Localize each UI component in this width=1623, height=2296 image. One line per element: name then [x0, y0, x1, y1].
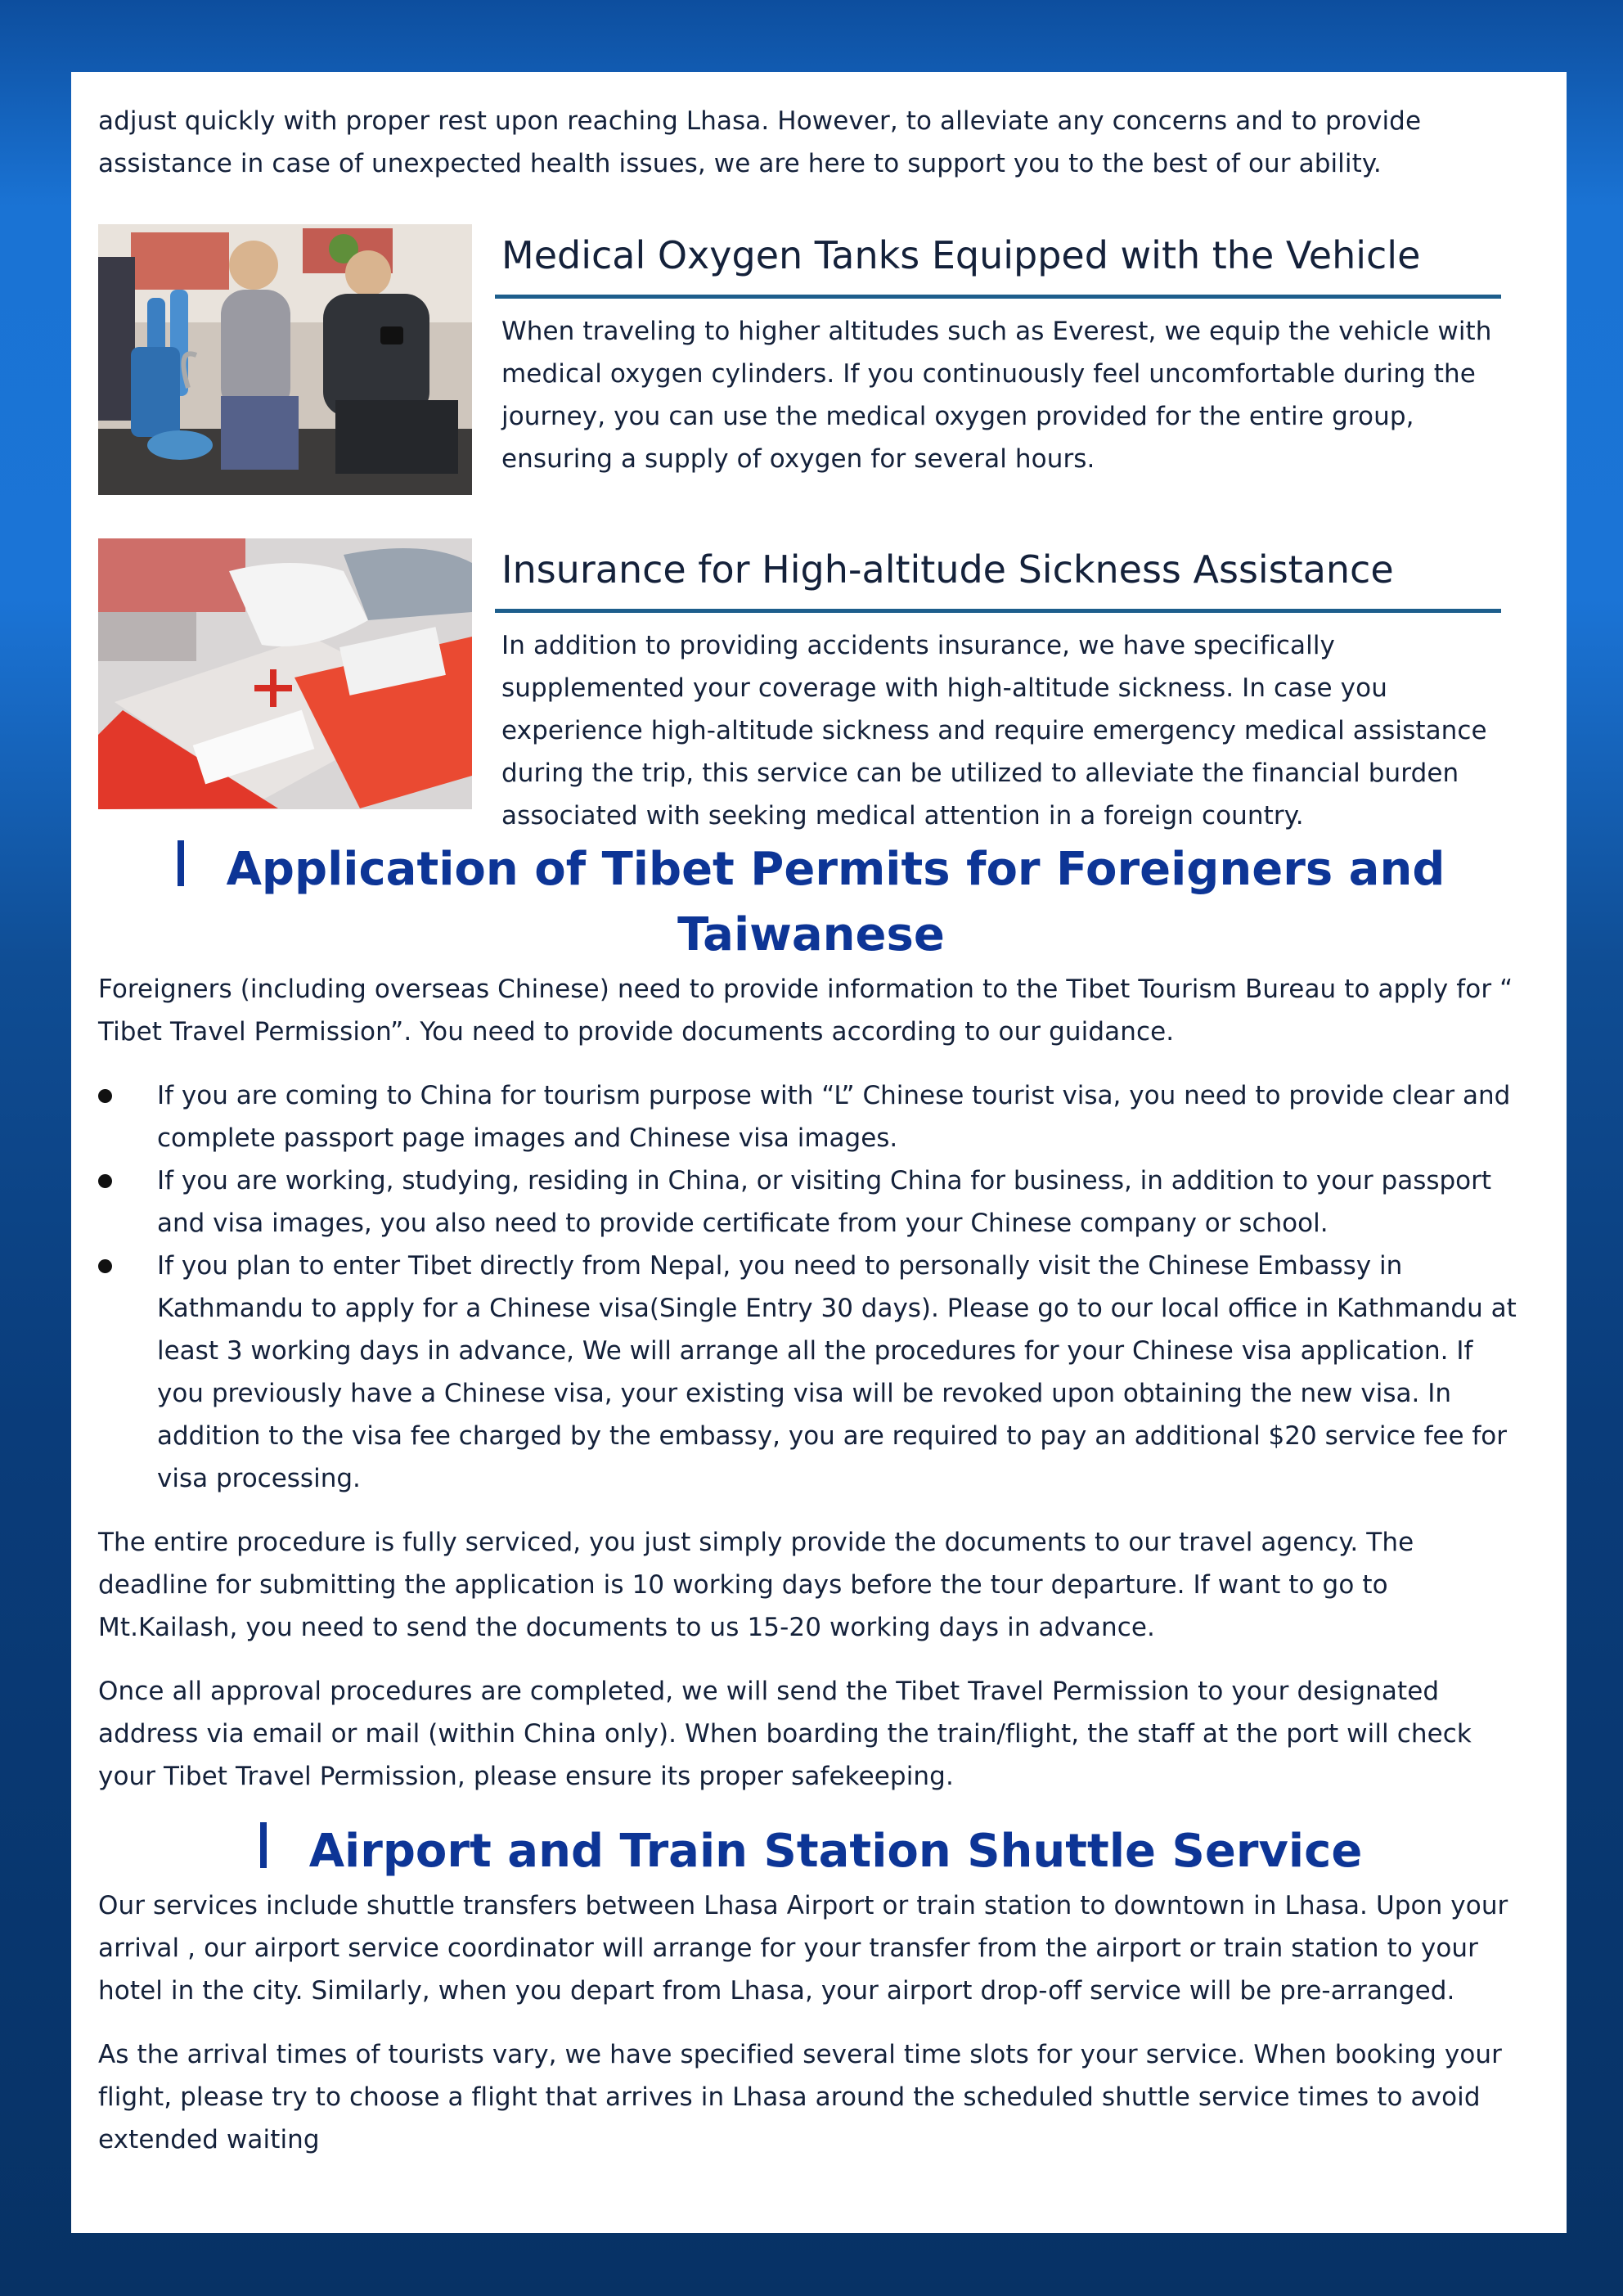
permits-requirements-list — [98, 1074, 1524, 1500]
bullet-icon — [98, 1174, 112, 1188]
feature-insurance-text: In addition to providing accidents insurance, we have specifically supplemented your coverage with high-altitude sickness. In case you experience high-altitude sickness and require emergency medical assistance during the trip, this service can be utilized to alleviate the financial burden associated with seeking medical attention in a foreign country. — [501, 631, 1487, 831]
bullet-icon — [98, 1259, 112, 1273]
section-shuttle-title: Airport and Train Station Shuttle Service — [308, 1825, 1363, 1878]
bullet-icon — [98, 1089, 112, 1103]
document-page — [71, 72, 1567, 2233]
heading-accent-bar — [260, 1822, 267, 1868]
feature-insurance — [98, 538, 1524, 837]
section-tibet-permits-title: Application of Tibet Permits for Foreigners and Taiwanese — [226, 843, 1445, 961]
permits-lead-paragraph: Foreigners (including overseas Chinese) need to provide information to the Tibet Tourism Bureau to apply for “ Tibet Travel Permission”. You need to provide documents according to our guidance. — [98, 975, 1513, 1047]
feature-oxygen-divider — [495, 295, 1501, 299]
list-item: If you plan to enter Tibet directly from Nepal, you need to personally visit the Chinese Embassy in Kathmandu to apply for a Chinese visa(Single Entry 30 days). Please go to our local office in Kathmandu at least 3 working days in advance, We will arrange all the procedures for your Chinese visa application. If you previously have a Chinese visa, your existing visa will be revoked upon obtaining the new visa. In addition to the visa fee charged by the embassy, you are required to pay an additional $20 service fee for visa processing. — [98, 1245, 1524, 1500]
section-tibet-permits-heading — [98, 837, 1524, 968]
feature-insurance-divider — [495, 609, 1501, 613]
section-shuttle-heading — [98, 1819, 1524, 1884]
intro-paragraph: adjust quickly with proper rest upon reaching Lhasa. However, to alleviate any concerns and to provide assistance in case of unexpected health issues, we are here to support you to the best of our ability. — [98, 106, 1422, 178]
first-aid-kit-photo — [98, 538, 472, 809]
feature-insurance-title: Insurance for High-altitude Sickness Assistance — [501, 547, 1394, 592]
feature-oxygen-title: Medical Oxygen Tanks Equipped with the Vehicle — [501, 233, 1421, 277]
permits-delivery-paragraph: Once all approval procedures are completed, we will send the Tibet Travel Permission to your designated address via email or mail (within China only). When boarding the train/flight, the staff at the port will check your Tibet Travel Permission, please ensure its proper safekeeping. — [98, 1677, 1472, 1791]
permits-procedure-paragraph: The entire procedure is fully serviced, you just simply provide the documents to our travel agency. The deadline for submitting the application is 10 working days before the tour departure. If want to go to Mt.Kailash, you need to send the documents to us 15-20 working days in advance. — [98, 1528, 1414, 1642]
list-item: If you are coming to China for tourism purpose with “L” Chinese tourist visa, you need to provide clear and complete passport page images and Chinese visa images. — [98, 1074, 1524, 1159]
oxygen-tanks-photo — [98, 224, 472, 495]
list-item: If you are working, studying, residing in China, or visiting China for business, in addition to your passport and visa images, you also need to provide certificate from your Chinese company or school. — [98, 1159, 1524, 1245]
shuttle-services-paragraph: Our services include shuttle transfers between Lhasa Airport or train station to downtown in Lhasa. Upon your arrival , our airport service coordinator will arrange for your transfer from the airport or train station to your hotel in the city. Similarly, when you depart from Lhasa, your airport drop-off service will be pre-arranged. — [98, 1891, 1508, 2006]
feature-oxygen — [98, 224, 1524, 495]
shuttle-timing-paragraph: As the arrival times of tourists vary, we have specified several time slots for your service. When booking your flight, please try to choose a flight that arrives in Lhasa around the scheduled shuttle service times to avoid extended waiting — [98, 2040, 1502, 2154]
feature-oxygen-text: When traveling to higher altitudes such as Everest, we equip the vehicle with medical oxygen cylinders. If you continuously feel uncomfortable during the journey, you can use the medical oxygen provided for the entire group, ensuring a supply of oxygen for several hours. — [501, 317, 1492, 474]
heading-accent-bar — [178, 840, 184, 886]
